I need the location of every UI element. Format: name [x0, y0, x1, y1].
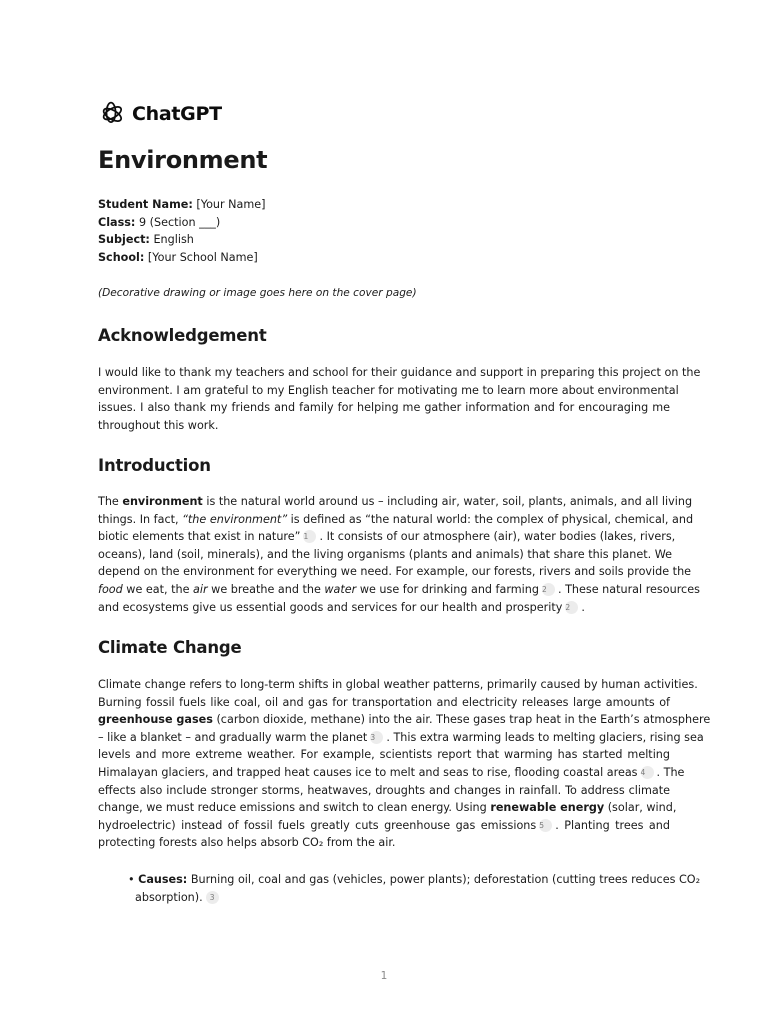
- acknowledgement-heading: Acknowledgement: [98, 326, 267, 345]
- citation-badge[interactable]: 4: [641, 766, 654, 779]
- paragraph-line: change, we must reduce emissions and switch to clean energy. Using renewable energy (solar, wind,: [98, 801, 677, 815]
- bullet-marker: •: [128, 873, 135, 886]
- page-number: 1: [380, 970, 388, 982]
- paragraph-line: protecting forests also helps absorb CO₂ from the air.: [98, 836, 396, 850]
- paragraph-line: oceans), land (soil, minerals), and the living organisms (plants and animals) that share this planet. We: [98, 547, 672, 561]
- paragraph-line: depend on the environment for everything we need. For example, our forests, rivers and soils provide the: [98, 565, 692, 579]
- citation-badge[interactable]: 2: [565, 601, 578, 614]
- paragraph-line: Burning fossil fuels like coal, oil and gas for transportation and electricity releases large amounts of: [98, 695, 670, 709]
- citation-badge[interactable]: 2: [542, 583, 555, 596]
- meta-student-name: Student Name: [Your Name]: [98, 198, 266, 211]
- paragraph-line: things. In fact, “the environment” is defined as “the natural world: the complex of physical, chemical, and: [98, 512, 694, 526]
- student-details: [98, 196, 266, 266]
- paragraph-line: environment. I am grateful to my English teacher for motivating me to learn more about environmental: [98, 383, 679, 397]
- document-title: Environment: [98, 146, 268, 174]
- climate-change-paragraph: [98, 676, 711, 852]
- bullet-list: [128, 871, 701, 906]
- cover-note: (Decorative drawing or image goes here on the cover page): [98, 287, 417, 299]
- citation-badge[interactable]: 5: [539, 819, 552, 832]
- paragraph-line: Climate change refers to long-term shifts in global weather patterns, primarily caused by human activities.: [98, 678, 698, 691]
- paragraph-line: I would like to thank my teachers and school for their guidance and support in preparing this project on the: [98, 366, 701, 379]
- list-item-continuation: absorption). 3: [128, 889, 668, 907]
- brand-header: [98, 100, 222, 128]
- paragraph-line: – like a blanket – and gradually warm the planet 3 . This extra warming leads to melting glaciers, rising sea: [98, 730, 704, 744]
- paragraph-line: and ecosystems give us essential goods and services for our health and prosperity 2 .: [98, 600, 585, 614]
- acknowledgement-paragraph: [98, 364, 701, 434]
- paragraph-line: food we eat, the air we breathe and the water we use for drinking and farming 2 . These natural resources: [98, 582, 700, 596]
- list-item: • Causes: Burning oil, coal and gas (vehicles, power plants); deforestation (cutting trees reduces CO₂: [128, 873, 701, 886]
- meta-class: Class: 9 (Section ___): [98, 215, 221, 229]
- paragraph-line: Himalayan glaciers, and trapped heat causes ice to melt and seas to rise, flooding coastal areas 4 . The: [98, 765, 685, 779]
- citation-badge[interactable]: 3: [370, 731, 383, 744]
- meta-school: School: [Your School Name]: [98, 250, 258, 264]
- brand-name: ChatGPT: [132, 103, 222, 125]
- paragraph-line: throughout this work.: [98, 418, 219, 432]
- meta-subject: Subject: English: [98, 233, 194, 246]
- climate-change-heading: Climate Change: [98, 638, 242, 657]
- paragraph-line: The environment is the natural world around us – including air, water, soil, plants, animals, and all living: [98, 495, 693, 508]
- introduction-paragraph: [98, 493, 700, 616]
- paragraph-line: effects also include stronger storms, heatwaves, droughts and changes in rainfall. To address climate: [98, 783, 670, 797]
- paragraph-line: levels and more extreme weather. For example, scientists report that warming has started melting: [98, 748, 670, 762]
- paragraph-line: biotic elements that exist in nature” 1 . It consists of our atmosphere (air), water bodies (lakes, rivers,: [98, 530, 676, 544]
- paragraph-line: hydroelectric) instead of fossil fuels greatly cuts greenhouse gas emissions 5 . Planting trees and: [98, 818, 670, 832]
- citation-badge[interactable]: 1: [303, 530, 316, 543]
- paragraph-line: issues. I also thank my friends and family for helping me gather information and for encouraging me: [98, 401, 670, 415]
- paragraph-line: greenhouse gases (carbon dioxide, methane) into the air. These gases trap heat in the Earth’s atmosphere: [98, 713, 711, 727]
- introduction-heading: Introduction: [98, 456, 211, 475]
- openai-logo-icon: [98, 101, 124, 127]
- citation-badge[interactable]: 3: [206, 891, 219, 904]
